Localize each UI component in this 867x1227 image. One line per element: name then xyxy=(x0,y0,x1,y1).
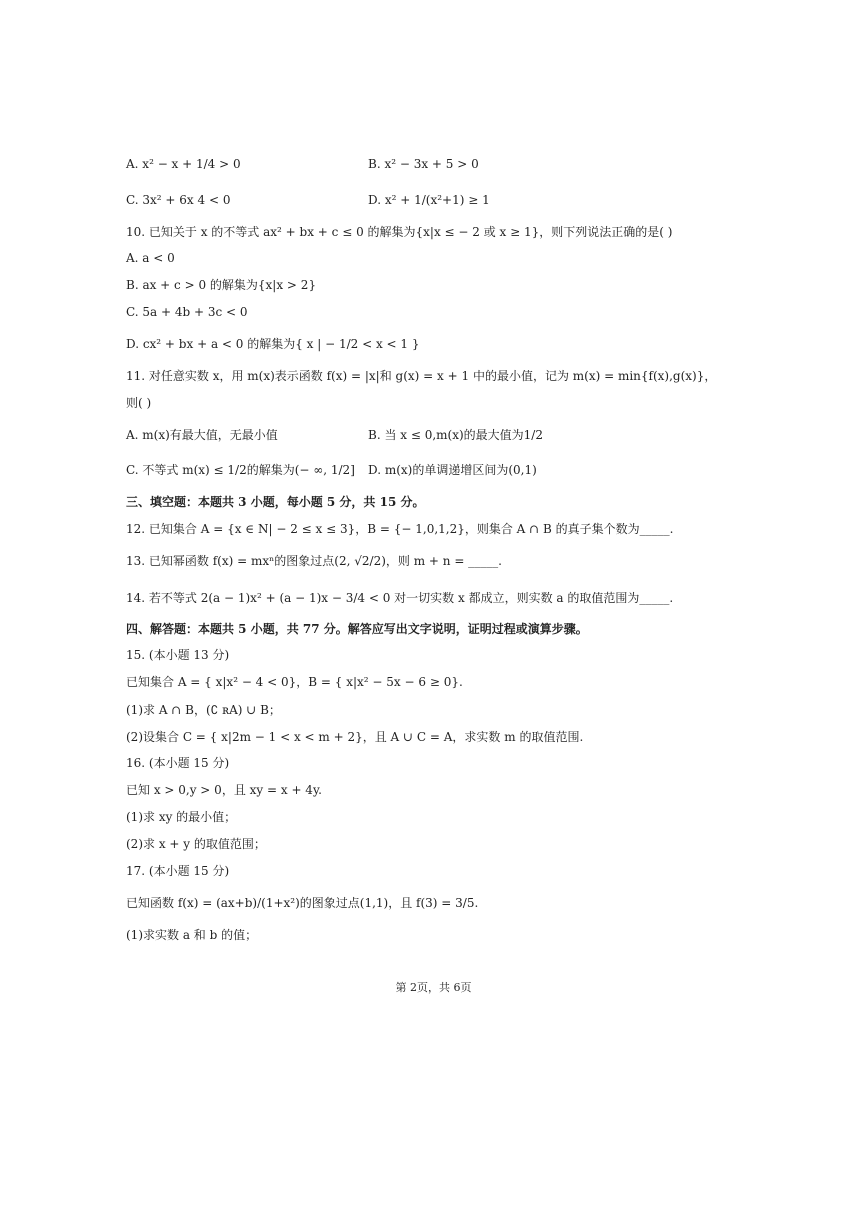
q11-option-d: D. m(x)的单调递增区间为(0,1) xyxy=(368,463,537,477)
section3-heading: 三、填空题：本题共 3 小题，每小题 5 分，共 15 分。 xyxy=(126,495,425,509)
page-footer: 第 2页，共 6页 xyxy=(395,981,472,994)
q17-stem: 已知函数 f(x) = (ax+b)/(1+x²)的图象过点(1,1)，且 f(3) = 3/5. xyxy=(126,896,479,910)
q11-stem: 11. 对任意实数 x，用 m(x)表示函数 f(x) = |x|和 g(x) = x + 1 中的最小值，记为 m(x) = min{f(x),g(x)}， xyxy=(126,369,717,383)
q16-title: 16. (本小题 15 分) xyxy=(126,756,230,770)
q15-part1: (1)求 A ∩ B，(∁ ʀA) ∪ B； xyxy=(126,703,281,717)
q9-option-a: A. x² − x + 1/4 > 0 xyxy=(126,157,241,171)
q17-part1: (1)求实数 a 和 b 的值； xyxy=(126,928,258,942)
q10-option-a: A. a < 0 xyxy=(126,251,175,265)
q12: 12. 已知集合 A = {x ∈ N| − 2 ≤ x ≤ 3}，B = {− 1,0,1,2}，则集合 A ∩ B 的真子集个数为_____. xyxy=(126,522,674,536)
q14: 14. 若不等式 2(a − 1)x² + (a − 1)x − 3/4 < 0 对一切实数 x 都成立，则实数 a 的取值范围为_____. xyxy=(126,591,674,605)
section4-heading: 四、解答题：本题共 5 小题，共 77 分。解答应写出文字说明，证明过程或演算步骤。 xyxy=(126,622,588,636)
q10-option-d: D. cx² + bx + a < 0 的解集为{ x | − 1/2 < x < 1 } xyxy=(126,337,420,351)
q9-option-b: B. x² − 3x + 5 > 0 xyxy=(368,157,479,171)
q16-part1: (1)求 xy 的最小值； xyxy=(126,810,237,824)
q10-option-c: C. 5a + 4b + 3c < 0 xyxy=(126,305,248,319)
q9-option-d: D. x² + 1/(x²+1) ≥ 1 xyxy=(368,193,490,207)
q16-stem: 已知 x > 0,y > 0，且 xy = x + 4y. xyxy=(126,783,322,797)
q11-option-b: B. 当 x ≤ 0,m(x)的最大值为1/2 xyxy=(368,428,543,442)
q17-title: 17. (本小题 15 分) xyxy=(126,864,230,878)
q11-stem-cont: 则( ) xyxy=(126,396,152,410)
q10-stem: 10. 已知关于 x 的不等式 ax² + bx + c ≤ 0 的解集为{x|x ≤ − 2 或 x ≥ 1}，则下列说法正确的是( ) xyxy=(126,225,673,239)
q11-option-c: C. 不等式 m(x) ≤ 1/2的解集为(− ∞, 1/2] xyxy=(126,463,355,477)
q9-option-c: C. 3x² + 6x 4 < 0 xyxy=(126,193,231,207)
q16-part2: (2)求 x + y 的取值范围； xyxy=(126,837,266,851)
q10-option-b: B. ax + c > 0 的解集为{x|x > 2} xyxy=(126,278,317,292)
q15-stem: 已知集合 A = { x|x² − 4 < 0}，B = { x|x² − 5x − 6 ≥ 0}. xyxy=(126,675,463,689)
q15-part2: (2)设集合 C = { x|2m − 1 < x < m + 2}，且 A ∪ C = A，求实数 m 的取值范围. xyxy=(126,730,584,744)
q13: 13. 已知幂函数 f(x) = mxⁿ的图象过点(2, √2/2)，则 m + n = _____. xyxy=(126,554,502,568)
q11-option-a: A. m(x)有最大值，无最小值 xyxy=(126,428,278,442)
q15-title: 15. (本小题 13 分) xyxy=(126,648,230,662)
